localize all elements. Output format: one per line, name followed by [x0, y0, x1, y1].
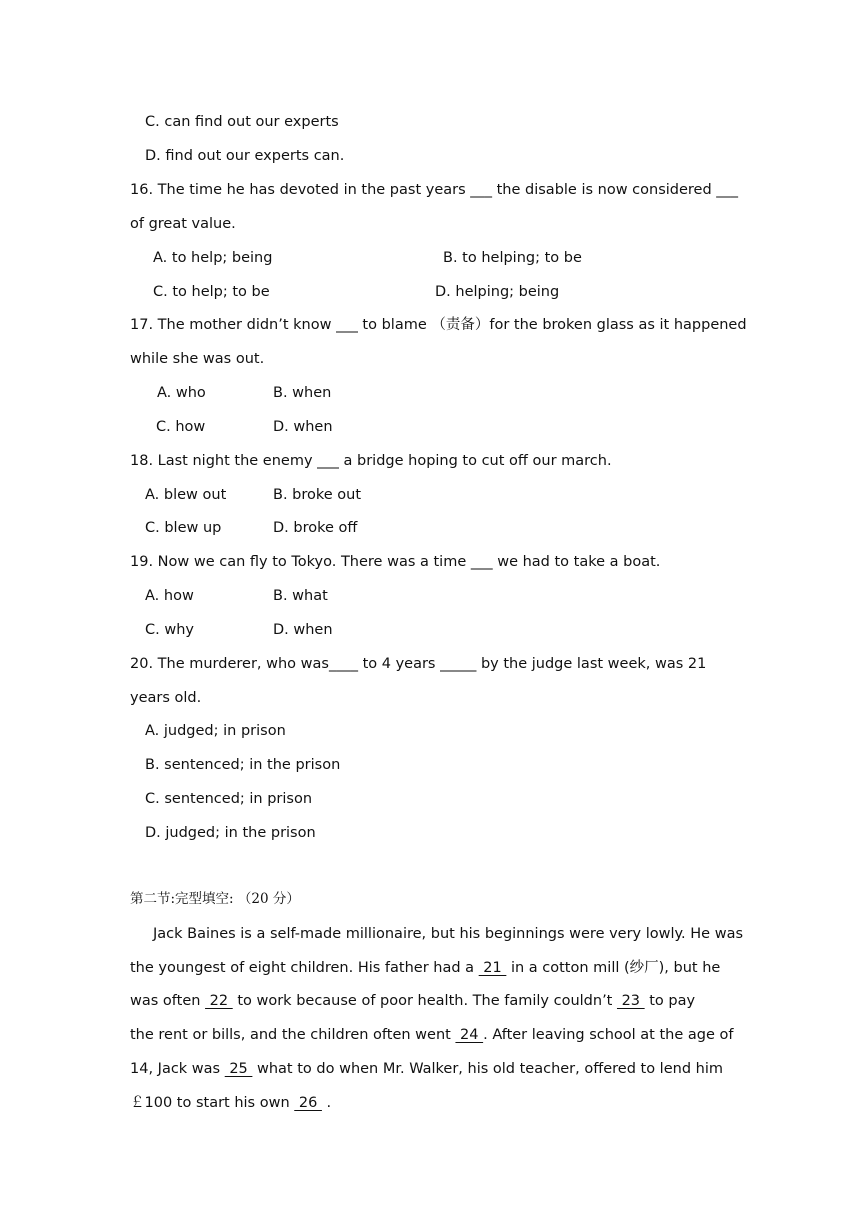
q15-option-c: C. can find out our experts — [145, 114, 339, 130]
q17-options-row1 — [0, 381, 860, 405]
q20-option-c: C. sentenced; in prison — [145, 791, 313, 807]
q18-option-d: D. broke off — [273, 520, 358, 536]
passage-text: to work because of poor health. The family couldn’t — [232, 993, 617, 1009]
q16-option-b: B. to helping; to be — [443, 250, 582, 266]
section2-title: 第二节:完型填空: （20 分） — [130, 891, 300, 907]
q16-stem-line2: of great value. — [130, 216, 236, 232]
q19-option-a: A. how — [145, 588, 194, 604]
passage-line-3 — [130, 989, 860, 1013]
blank-26: 26 — [294, 1095, 322, 1111]
q16-stem-line1 — [130, 178, 739, 202]
q19-option-b: B. what — [273, 588, 328, 604]
q20-option-b: B. sentenced; in the prison — [145, 757, 341, 773]
passage-text: . — [321, 1095, 332, 1111]
passage-text: the rent or bills, and the children often went — [130, 1027, 456, 1043]
q20-stem-line1 — [130, 652, 733, 676]
q17-options-row2 — [0, 415, 860, 439]
q20-stem-line2: years old. — [130, 690, 202, 706]
q18-option-b: B. broke out — [273, 487, 362, 503]
passage-line-5 — [130, 1057, 860, 1081]
q16-options-row1 — [153, 246, 860, 270]
q17-option-a: A. who — [157, 385, 206, 401]
q16-option-d: D. helping; being — [435, 284, 560, 300]
passage-text: to pay — [644, 993, 696, 1009]
q19-stem: 19. Now we can fly to Tokyo. There was a time ___ we had to take a boat. — [130, 554, 661, 570]
passage-text: 14, Jack was — [130, 1061, 225, 1077]
q20-stem-text: 20. The murderer, who was____ to 4 years _____ by the judge last week, was 21 — [130, 656, 707, 672]
q18-options-row1 — [0, 483, 860, 507]
q19-option-d: D. when — [273, 622, 333, 638]
q18-option-a: A. blew out — [145, 487, 227, 503]
passage-text: was often — [130, 993, 206, 1009]
q19-options-row1 — [0, 584, 860, 608]
q20-option-d: D. judged; in the prison — [145, 825, 316, 841]
q18-options-row2 — [0, 516, 860, 540]
q16-stem-text: 16. The time he has devoted in the past years ___ the disable is now considered ___ — [130, 182, 739, 198]
blank-24: 24 — [455, 1027, 484, 1043]
passage-line-6 — [130, 1091, 860, 1115]
q19-options-row2 — [0, 618, 860, 642]
q16-option-c: C. to help; to be — [153, 284, 270, 300]
q16-options-row2 — [153, 280, 860, 304]
blank-22: 22 — [205, 993, 233, 1009]
blank-23: 23 — [616, 993, 645, 1009]
q17-option-d: D. when — [273, 419, 333, 435]
q20-option-a: A. judged; in prison — [145, 723, 286, 739]
q18-stem: 18. Last night the enemy ___ a bridge hoping to cut off our march. — [130, 453, 612, 469]
q19-option-c: C. why — [145, 622, 194, 638]
passage-line-1: Jack Baines is a self-made millionaire, but his beginnings were very lowly. He was — [153, 926, 744, 942]
q17-option-c: C. how — [156, 419, 206, 435]
passage-text: what to do when Mr. Walker, his old teacher, offered to lend him — [252, 1061, 723, 1077]
passage-text: ￡100 to start his own — [130, 1095, 295, 1111]
passage-text: the youngest of eight children. His father had a — [130, 960, 479, 976]
passage-text: in a cotton mill (纱厂), but he — [506, 960, 721, 976]
q17-stem-line2: while she was out. — [130, 351, 265, 367]
blank-25: 25 — [224, 1061, 253, 1077]
q16-option-a: A. to help; being — [153, 250, 273, 266]
q18-option-c: C. blew up — [145, 520, 222, 536]
q17-option-b: B. when — [273, 385, 332, 401]
q15-option-d: D. find out our experts can. — [145, 148, 345, 164]
passage-text: . After leaving school at the age of — [483, 1027, 734, 1043]
passage-line-2 — [130, 956, 860, 980]
q17-stem-line1: 17. The mother didn’t know ___ to blame （责备）for the broken glass as it happened — [130, 317, 747, 333]
blank-21: 21 — [478, 960, 507, 976]
passage-line-4 — [130, 1023, 860, 1047]
